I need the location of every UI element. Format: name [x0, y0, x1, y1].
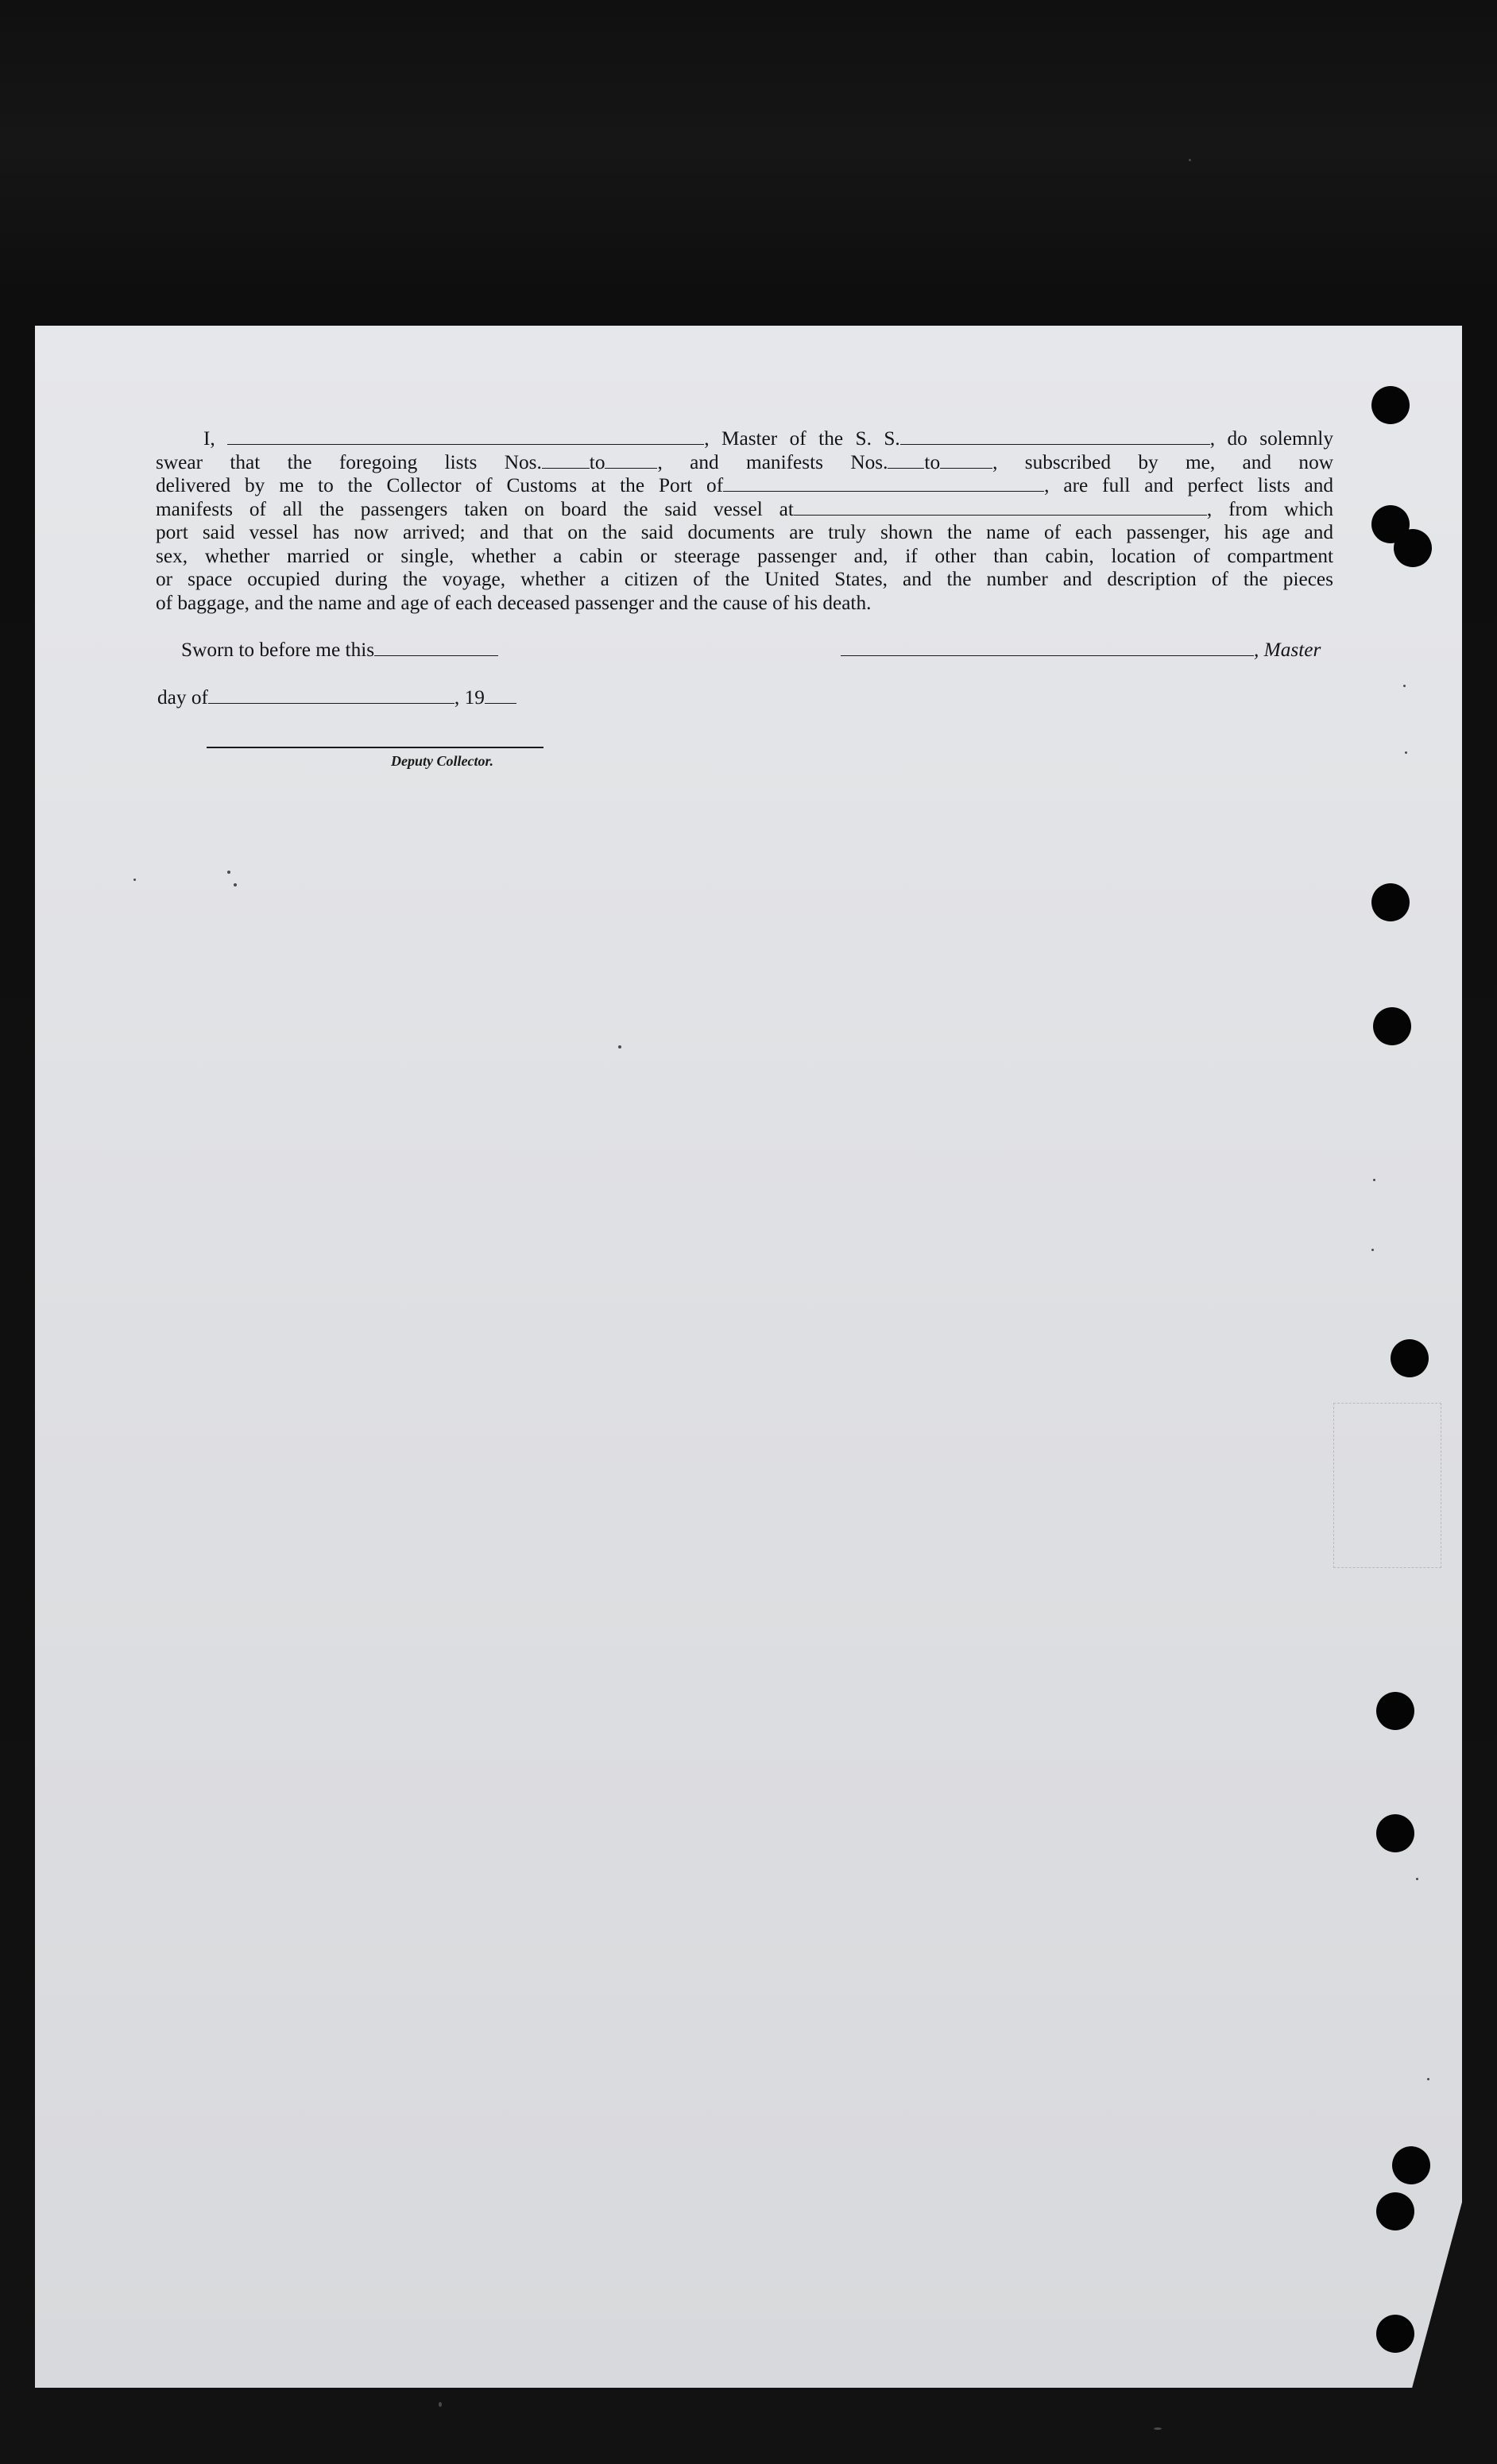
oath-line-8: of baggage, and the name and age of each deceased passenger and the cause of his death.: [156, 591, 872, 614]
embarkation-port-blank: [794, 500, 1207, 516]
ship-name-blank: [900, 430, 1210, 445]
oath-text: swear that the foregoing lists Nos.: [156, 450, 542, 473]
oath-line-1: [156, 427, 1333, 451]
oath-line-7: or space occupied during the voyage, whether a citizen of the United States, and the number and description of the pieces: [156, 568, 1333, 590]
oath-line-5: port said vessel has now arrived; and that on the said documents are truly shown the name of each passenger, his age and: [156, 521, 1333, 543]
oath-line-6: sex, whether married or single, whether a cabin or steerage passenger and, if other than cabin, location of compartment: [156, 544, 1333, 567]
dust-speck: [1403, 685, 1406, 687]
oath-text: , subscribed by me, and now: [992, 450, 1333, 473]
dust-speck: [1405, 751, 1407, 754]
oath-text: , and manifests Nos.: [657, 450, 888, 473]
manifests-to-blank: [940, 454, 992, 469]
year-blank: [485, 689, 516, 704]
sworn-row: [181, 639, 498, 662]
punch-hole: [1394, 529, 1432, 567]
punch-hole: [1371, 386, 1410, 424]
faint-stamp-mark: [1333, 1403, 1441, 1568]
oath-line-2: [156, 451, 1333, 475]
oath-text: I,: [203, 427, 215, 450]
dust-speck: [234, 883, 237, 886]
year-label: , 19: [454, 686, 485, 709]
punch-hole: [1376, 1814, 1414, 1852]
punch-hole: [1373, 1007, 1411, 1045]
sworn-day-blank: [374, 641, 498, 656]
punch-hole: [1371, 883, 1410, 921]
oath-line-3: [156, 474, 1333, 498]
day-of-row: [157, 686, 516, 709]
document-page: [35, 326, 1462, 2388]
sworn-label: Sworn to before me this: [181, 639, 375, 661]
dust-speck: [1427, 2078, 1429, 2080]
punch-hole: [1376, 2192, 1414, 2230]
dust-speck: [618, 1045, 621, 1049]
punch-hole: [1376, 2315, 1414, 2353]
punch-hole: [1392, 2146, 1430, 2184]
dust-speck: [227, 871, 230, 874]
dust-speck: [1373, 1179, 1375, 1181]
oath-paragraph: [156, 427, 1333, 615]
master-name-blank: [227, 430, 704, 445]
port-blank: [723, 477, 1044, 492]
oath-text: , do solemnly: [1209, 427, 1333, 450]
oath-text: delivered by me to the Collector of Customs at the Port of: [156, 474, 724, 496]
deputy-collector-signature-line: [207, 747, 543, 748]
punch-hole: [1376, 1692, 1414, 1730]
lists-to-blank: [605, 454, 657, 469]
day-of-label: day of: [157, 686, 208, 709]
dust-speck: [133, 879, 136, 881]
dust-speck: [1189, 159, 1191, 161]
oath-text: , from which: [1206, 497, 1334, 520]
oath-text: manifests of all the passengers taken on board the said vessel at: [156, 497, 794, 520]
dust-speck: [1154, 2427, 1162, 2430]
oath-text: , Master of the S. S.: [704, 427, 900, 450]
master-signature-line: [841, 641, 1254, 656]
lists-from-blank: [542, 454, 590, 469]
punch-hole: [1391, 1339, 1429, 1377]
oath-text: to: [924, 450, 941, 473]
oath-text: , are full and perfect lists and: [1044, 474, 1333, 496]
oath-text: to: [589, 450, 605, 473]
month-blank: [208, 689, 455, 704]
dust-speck: [439, 2402, 442, 2407]
master-signature-row: [841, 639, 1321, 662]
dust-speck: [1371, 1249, 1374, 1251]
master-label: , Master: [1254, 639, 1321, 661]
dust-speck: [1416, 1878, 1418, 1880]
manifests-from-blank: [888, 454, 924, 469]
oath-line-4: [156, 498, 1333, 522]
deputy-collector-label: Deputy Collector.: [391, 753, 493, 769]
